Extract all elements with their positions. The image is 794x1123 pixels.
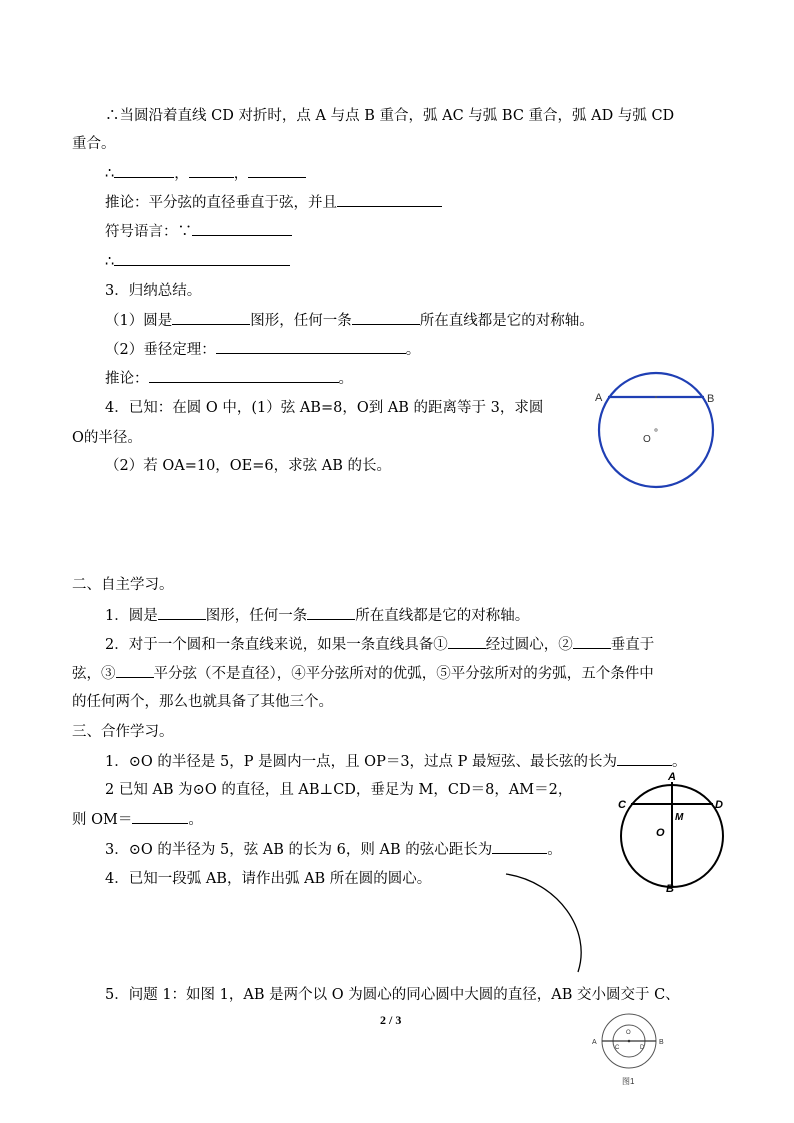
text-line: [105, 839, 562, 860]
text-line: [105, 192, 442, 213]
label-b: B: [707, 393, 715, 405]
text-line: ∴当圆沿着直线 CD 对折时，点 A 与点 B 重合，弧 AC 与弧 BC 重合，弧 AD 与弧 CD: [105, 108, 675, 124]
blank[interactable]: [114, 163, 174, 178]
blank[interactable]: [307, 605, 355, 620]
blank[interactable]: [352, 310, 420, 325]
text-line: [105, 368, 353, 389]
text: 平分弦（不是直径），④平分弦所对的优弧，⑤平分弦所对的劣弧，五个条件中: [153, 666, 654, 682]
arc-ab: [506, 874, 581, 972]
text-line: [72, 663, 654, 684]
text-line: 的任何两个，那么也就具备了其他三个。: [72, 694, 333, 710]
text-line: [105, 339, 420, 360]
text: 所在直线都是它的对称轴。: [419, 313, 594, 329]
text: 所在直线都是它的对称轴。: [355, 608, 530, 624]
blank[interactable]: [448, 634, 486, 649]
text: 1．圆是: [105, 608, 158, 624]
text-line: [105, 163, 306, 184]
text-line: [72, 809, 203, 830]
text: 。: [338, 371, 353, 387]
label-o: O: [643, 434, 651, 445]
text-line: [105, 605, 529, 626]
text-line: （2）若 OA=10，OE=6，求弦 AB 的长。: [105, 458, 391, 474]
blank[interactable]: [172, 310, 250, 325]
label-c: C: [618, 799, 626, 811]
blank[interactable]: [192, 221, 292, 236]
label-a: A: [668, 771, 676, 783]
text: 垂直于: [610, 637, 655, 653]
text: 则 OM＝: [72, 812, 133, 828]
center-point: [628, 1040, 631, 1043]
blank[interactable]: [114, 251, 290, 266]
circle: [599, 373, 713, 487]
arc-ab-figure: [500, 868, 590, 978]
text: ∴: [105, 254, 115, 270]
text: 3．⊙O 的半径为 5，弦 AB 的长为 6，则 AB 的弦心距长为: [105, 842, 493, 858]
text: 。: [188, 812, 203, 828]
text: 1．⊙O 的半径是 5，P 是圆内一点，且 OP＝3，过点 P 最短弦、最长弦的长为: [105, 754, 618, 770]
text: ，: [174, 166, 189, 182]
page-number: 2 / 3: [380, 1013, 402, 1027]
section-heading: 三、合作学习。: [72, 724, 174, 740]
label-d: D: [715, 799, 723, 811]
blank[interactable]: [617, 751, 672, 766]
blank[interactable]: [116, 663, 154, 678]
text-line: 5．问题 1：如图 1，AB 是两个以 O 为圆心的同心圆中大圆的直径，AB 交小圆交于 C、: [105, 987, 680, 1003]
blank[interactable]: [132, 809, 188, 824]
text-line: O的半径。: [72, 430, 142, 446]
text: ∴: [105, 166, 115, 182]
label-o: O: [626, 1030, 631, 1036]
text: ，: [233, 166, 249, 182]
text: （2）垂径定理：: [105, 342, 216, 358]
section-heading: 二、自主学习。: [72, 577, 174, 593]
label-d: D: [640, 1045, 645, 1051]
text: 图形，任何一条: [205, 608, 308, 624]
blank[interactable]: [149, 368, 339, 383]
text: 。: [405, 342, 421, 358]
text-line: [105, 310, 594, 331]
blank[interactable]: [573, 634, 611, 649]
text-line: [105, 251, 290, 272]
circle-chord-figure: [590, 368, 720, 492]
label-c: C: [615, 1045, 620, 1051]
diameter-chord-figure: [612, 768, 732, 894]
blank[interactable]: [492, 839, 547, 854]
text: 弦，③: [72, 666, 116, 682]
text: 推论：平分弦的直径垂直于弦，并且: [105, 195, 337, 211]
figure-caption: 图1: [622, 1077, 635, 1086]
text-line: 4．已知一段弧 AB，请作出弧 AB 所在圆的圆心。: [105, 871, 432, 887]
label-a: A: [595, 392, 603, 404]
text-line: [105, 634, 654, 655]
text: 推论：: [105, 371, 149, 387]
label-b: B: [659, 1039, 664, 1046]
label-o: O: [656, 827, 665, 839]
label-a: A: [592, 1039, 597, 1046]
text-line: 2 已知 AB 为⊙O 的直径，且 AB⊥CD，垂足为 M，CD＝8，AM＝2，: [105, 782, 573, 798]
text: 图形，任何一条: [250, 313, 352, 329]
blank[interactable]: [158, 605, 206, 620]
text-line: 3．归纳总结。: [105, 283, 202, 299]
text: 。: [547, 842, 562, 858]
text: 符号语言：∵: [105, 224, 192, 240]
text: 经过圆心，②: [485, 637, 573, 653]
text-line: [105, 221, 292, 242]
center-point: [655, 429, 657, 431]
concentric-circles-figure: [588, 1013, 684, 1089]
blank[interactable]: [337, 192, 442, 207]
text: 2．对于一个圆和一条直线来说，如果一条直线具备①: [105, 637, 448, 653]
blank[interactable]: [248, 163, 306, 178]
text-line: 重合。: [72, 136, 116, 152]
text: （1）圆是: [105, 313, 173, 329]
label-b: B: [666, 883, 674, 894]
text-line: 4．已知：在圆 O 中，(1）弦 AB=8，O到 AB 的距离等于 3，求圆: [105, 400, 544, 416]
blank[interactable]: [189, 163, 234, 178]
chord-midpoint: [655, 396, 657, 398]
text-line: [105, 751, 687, 772]
label-m: M: [675, 812, 684, 823]
text: 。: [672, 754, 687, 770]
blank[interactable]: [216, 339, 406, 354]
